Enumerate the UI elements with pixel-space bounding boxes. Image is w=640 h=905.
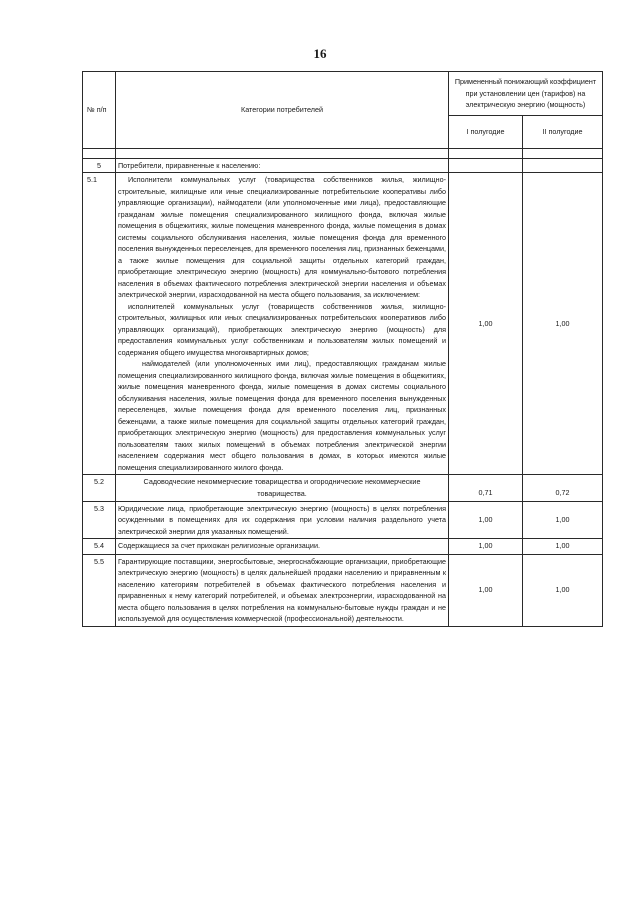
row-category [116,501,449,539]
row-half2: 0,72 [523,475,603,501]
tariff-coefficients-table [82,71,603,627]
table-row [83,158,603,173]
row-half2: 1,00 [523,173,603,475]
row-half2 [523,158,603,173]
category-text: наймодателей (или уполномоченных ими лиц), предоставляющих гражданам жилые помещения специализированного жилищного фонда, включая жилые помещения в общежитиях, жилые помещения маневренного фонда, жилые помещения в домах системы социального обслуживания населения, жилые помещения фонда для временного поселения вынужденных переселенцев, жилые помещения фонда для временного поселения лиц, признанных беженцами, а также жилые помещения для социальной защиты отдельных категорий граждан, приобретающих электрическую энергию (мощность) для предоставления коммунальных услуг пользователям таких жилых помещений в объемах потребления электрической энергии населением содержания мест общего пользования в домах, в которых имеются жилые помещения специализированного жилого фонда. [118,359,446,472]
category-text: Гарантирующие поставщики, энергосбытовые, энергоснабжающие организации, приобретающие электрическую энергию (мощность) в целях дальнейшей продажи населению и приравненным к населению категориям потребителей в объемах фактического потребления населения и приравненных к нему категорий потребителей, и объемах электроэнергии, израсходованной на места общего пользования в целях потребления на коммунально-бытовые нужды граждан и не используемой для осуществления коммерческой (профессиональной) деятельности. [118,556,446,624]
header-coefficient: Примененный понижающий коэффициент при установлении цен (тарифов) на электрическую энергию (мощность) [449,72,603,116]
row-num: 5 [83,158,116,173]
table-row [83,539,603,555]
row-half1: 1,00 [449,554,523,626]
page-number: 16 [313,46,327,61]
header-num: № п/п [83,72,116,149]
category-text: Потребители, приравненные к населению: [118,160,261,170]
row-half1: 1,00 [449,173,523,475]
row-num: 5.1 [83,173,116,475]
table-row [83,173,603,475]
row-category [116,158,449,173]
row-half2: 1,00 [523,539,603,555]
spacer-row [83,148,603,158]
category-text: исполнителей коммунальных услуг (товариществ собственников жилья, жилищно-строительных, жилищных или иных специализированных потребительских кооперативов либо управляющих организаций), приобретающих электрическую энергию (мощность) для предоставления коммунальных услуг собственникам и пользователям жилых помещений и содержания общего имущества многоквартирных домов; [118,301,446,357]
table-header-row [83,72,603,116]
row-half1: 0,71 [449,475,523,501]
row-half2: 1,00 [523,501,603,539]
row-num: 5.4 [83,539,116,555]
row-category [116,554,449,626]
header-category: Категории потребителей [116,72,449,149]
spacer-cell [449,148,523,158]
header-half2: II полугодие [523,115,603,148]
spacer-cell [83,148,116,158]
category-text: Содержащиеся за счет прихожан религиозные организации. [118,541,320,551]
row-half1: 1,00 [449,539,523,555]
category-text: Исполнители коммунальных услуг (товарищества собственников жилья, жилищно-строительные, жилищные или иные специализированные потребительские кооперативы либо управляющие организации), наймодатели (или уполномоченные ими лица), предоставляющие гражданам жилые помещения специализированного жилищного фонда, включая жилые помещения в общежитиях, жилые помещения маневренного фонда, жилые помещения в домах системы социального обслуживания населения, жилые помещения фонда для временного поселения вынужденных переселенцев, для временного поселения лиц, признанных беженцами, а также жилые помещения для социальной защиты отдельных категорий граждан, приобретающие электрическую энергию (мощность) для коммунально-бытового потребления населения в объемах фактического потребления электрической энергии населения и объемах электрической энергии, израсходованной на места общего пользования, за исключением: [118,175,446,300]
category-text: Юридические лица, приобретающие электрическую энергию (мощность) в целях потребления осужденными в помещениях для их содержания при условии наличия раздельного учета электрической энергии для указанных помещений. [118,503,446,536]
row-category [116,173,449,475]
header-half1: I полугодие [449,115,523,148]
row-num: 5.2 [83,475,116,501]
row-num: 5.3 [83,501,116,539]
row-category [116,475,449,501]
row-half2: 1,00 [523,554,603,626]
spacer-cell [523,148,603,158]
table-row [83,554,603,626]
table-row [83,501,603,539]
row-category [116,539,449,555]
category-text: Садоводческие некоммерческие товарищества и огороднические некоммерческие товарищества. [143,477,421,498]
row-half1: 1,00 [449,501,523,539]
spacer-cell [116,148,449,158]
table-row [83,475,603,501]
row-half1 [449,158,523,173]
row-num: 5.5 [83,554,116,626]
